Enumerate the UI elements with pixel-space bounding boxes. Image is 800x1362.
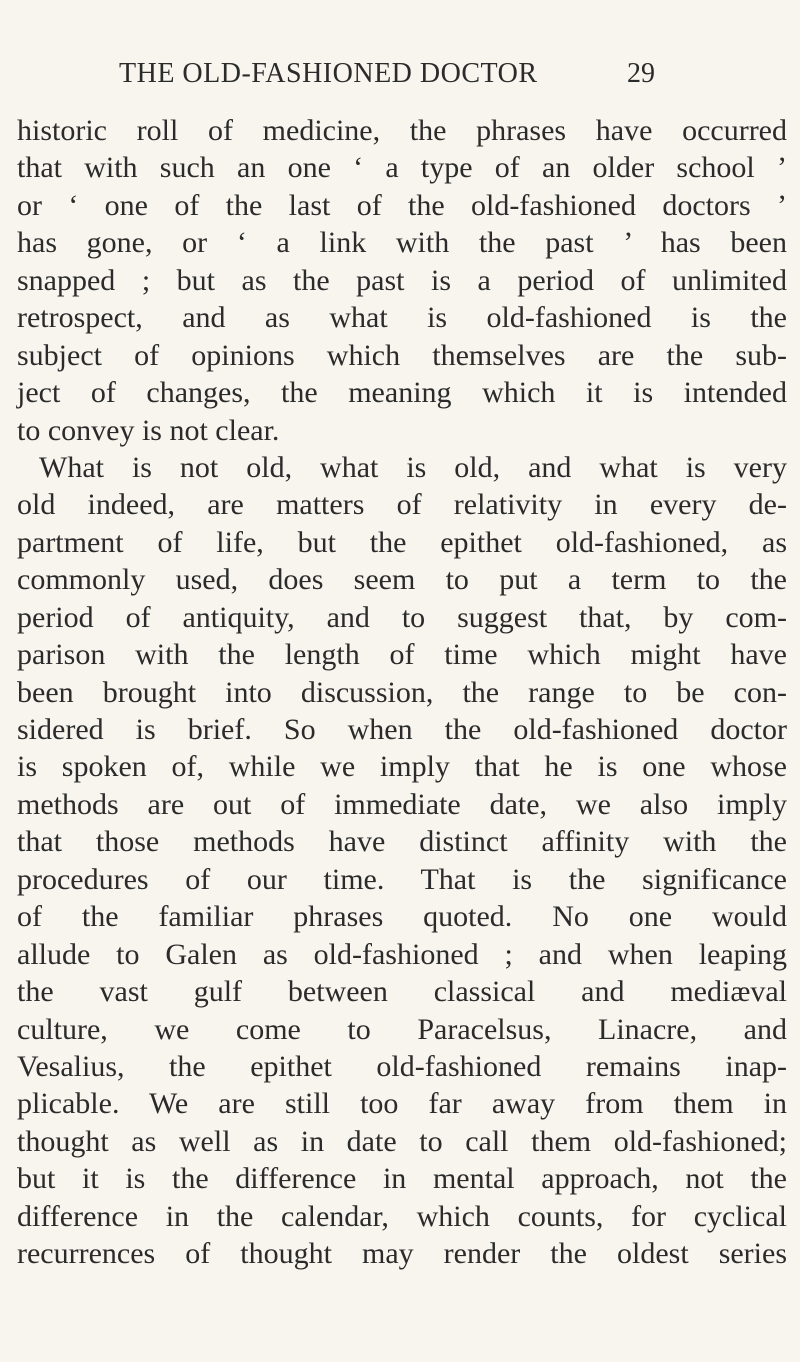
text-line: sidered is brief. So when the old-fashioned doctor (17, 713, 787, 746)
text-line: parison with the length of time which might have (17, 638, 787, 672)
text-line: or ‘ one of the last of the old-fashioned doctors ’ (17, 188, 787, 222)
text-line: of the familiar phrases quoted. No one would (17, 900, 787, 934)
page-number: 29 (627, 58, 655, 89)
text-line: ject of changes, the meaning which it is intended (17, 376, 787, 410)
text-line: that those methods have distinct affinity with the (17, 825, 787, 859)
text-line: methods are out of immediate date, we also imply (17, 787, 787, 821)
text-line: period of antiquity, and to suggest that, by com- (17, 600, 787, 634)
text-line: to convey is not clear. (17, 413, 280, 447)
text-line: allude to Galen as old-fashioned ; and when leaping (17, 937, 787, 971)
text-line: retrospect, and as what is old-fashioned is the (17, 301, 787, 335)
text-line: snapped ; but as the past is a period of unlimited (17, 263, 787, 297)
text-line: that with such an one ‘ a type of an older school ’ (17, 151, 787, 185)
body-text (17, 112, 787, 1273)
text-line: recurrences of thought may render the oldest series (17, 1237, 787, 1271)
running-title: THE OLD-FASHIONED DOCTOR (119, 58, 538, 89)
text-line: been brought into discussion, the range to be con- (17, 675, 787, 709)
text-line: but it is the difference in mental approach, not the (17, 1162, 787, 1196)
text-line: What is not old, what is old, and what is very (39, 450, 787, 484)
text-line: subject of opinions which themselves are the sub- (17, 338, 787, 372)
text-line: difference in the calendar, which counts, for cyclical (17, 1199, 787, 1233)
text-line: plicable. We are still too far away from them in (17, 1087, 787, 1121)
text-line: thought as well as in date to call them old-fashioned; (17, 1124, 787, 1158)
running-header (119, 58, 655, 98)
text-line: partment of life, but the epithet old-fashioned, as (17, 525, 787, 559)
text-line: commonly used, does seem to put a term to the (17, 563, 787, 597)
text-line: old indeed, are matters of relativity in every de- (17, 488, 787, 522)
text-line: the vast gulf between classical and mediæval (17, 975, 787, 1009)
text-line: has gone, or ‘ a link with the past ’ has been (17, 226, 787, 260)
text-line: procedures of our time. That is the significance (17, 862, 787, 896)
text-line: Vesalius, the epithet old-fashioned remains inap- (17, 1049, 787, 1083)
text-line: historic roll of medicine, the phrases have occurred (17, 114, 787, 147)
text-line: culture, we come to Paracelsus, Linacre, and (17, 1012, 787, 1046)
text-line: is spoken of, while we imply that he is one whose (17, 750, 787, 784)
